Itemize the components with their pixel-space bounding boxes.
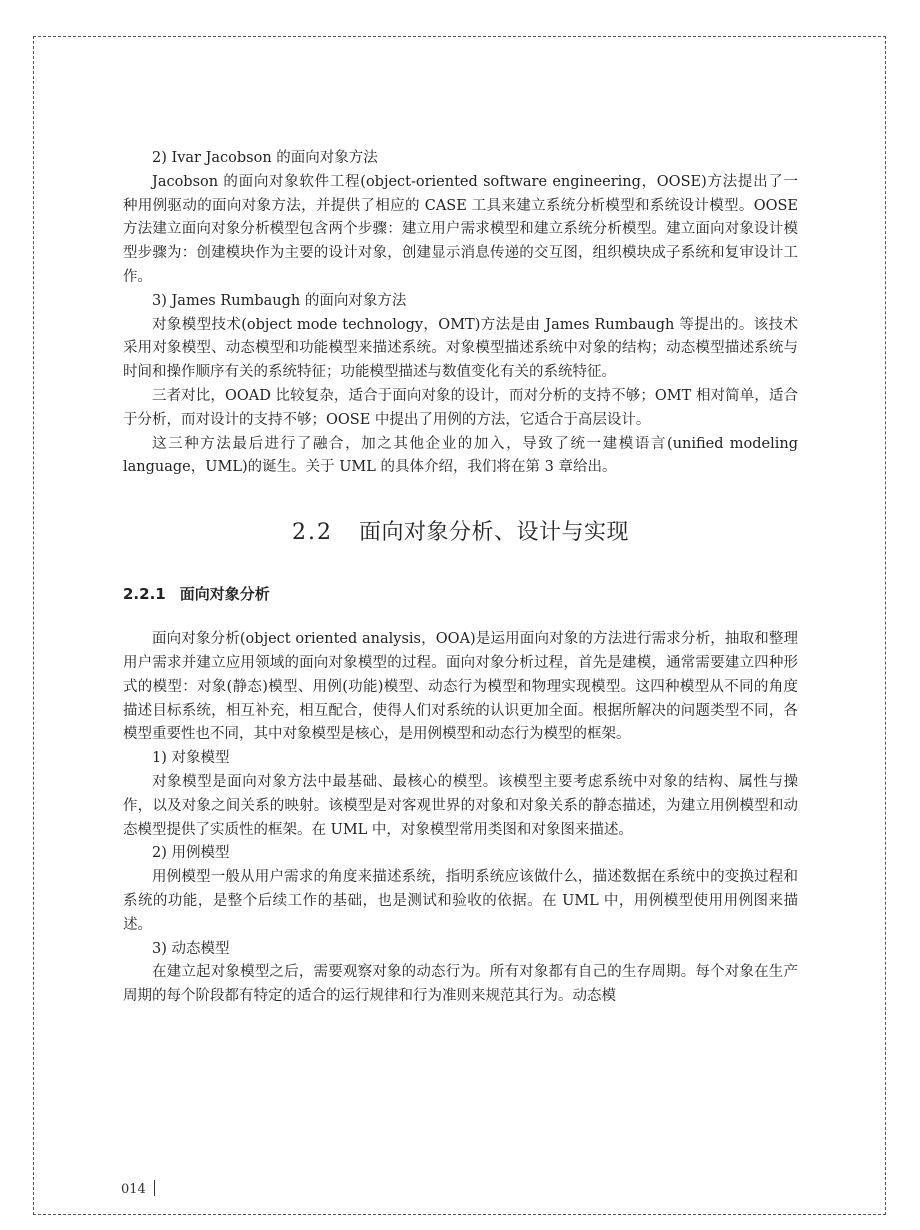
- paragraph-ooa: 面向对象分析(object oriented analysis，OOA)是运用面向对象的方法进行需求分析，抽取和整理用户需求并建立应用领域的面向对象模型的过程。面向对象分析过程，首先是建模，通常需要建立四种形式的模型：对象(静态)模型、用例(功能)模型、动态行为模型和物理实现模型。这四种模型从不同的角度描述目标系统，相互补充，相互配合，使得人们对系统的认识更加全面。根据所解决的问题类型不同，各模型重要性也不同，其中对象模型是核心，是用例模型和动态行为模型的框架。: [123, 631, 798, 743]
- list-heading-use-case-model: 2) 用例模型: [152, 845, 230, 862]
- section-number: 2.2: [291, 520, 333, 546]
- page-number: 014: [121, 1182, 146, 1197]
- page-body: [123, 147, 798, 1009]
- list-heading-dynamic-model: 3) 动态模型: [152, 940, 230, 957]
- subsection-heading: [123, 582, 798, 606]
- list-heading-jacobson: 2) Ivar Jacobson 的面向对象方法: [152, 150, 378, 166]
- subsection-number: 2.2.1: [123, 585, 166, 604]
- paragraph-dynamic-model: 在建立起对象模型之后，需要观察对象的动态行为。所有对象都有自己的生存周期。每个对象在生产周期的每个阶段都有特定的适合的运行规律和行为准则来规范其行为。动态模: [123, 964, 798, 1005]
- list-heading-rumbaugh: 3) James Rumbaugh 的面向对象方法: [152, 292, 407, 309]
- list-heading-object-model: 1) 对象模型: [152, 750, 230, 767]
- paragraph-comparison: 三者对比，OOAD 比较复杂，适合于面向对象的设计，而对分析的支持不够；OMT 相对简单，适合于分析，而对设计的支持不够；OOSE 中提出了用例的方法，它适合于高层设计。: [123, 387, 798, 428]
- paragraph-omt: 对象模型技术(object mode technology，OMT)方法是由 James Rumbaugh 等提出的。该技术采用对象模型、动态模型和功能模型来描述系统。对象模型描述系统中对象的结构；动态模型描述系统与时间和操作顺序有关的系统特征；功能模型描述与数值变化有关的系统特征。: [123, 316, 798, 381]
- section-heading: [123, 518, 798, 548]
- section-title: 面向对象分析、设计与实现: [358, 520, 629, 546]
- paragraph-object-model: 对象模型是面向对象方法中最基础、最核心的模型。该模型主要考虑系统中对象的结构、属性与操作，以及对象之间关系的映射。该模型是对客观世界的对象和对象关系的静态描述，为建立用例模型和动态模型提供了实质性的框架。在 UML 中，对象模型常用类图和对象图来描述。: [123, 773, 798, 838]
- subsection-title: 面向对象分析: [179, 585, 270, 604]
- paragraph-oose: Jacobson 的面向对象软件工程(object-oriented software engineering，OOSE)方法提出了一种用例驱动的面向对象方法，并提供了相应的 CASE 工具来建立系统分析模型和系统设计模型。OOSE 方法建立面向对象分析模型包含两个步骤：建立用户需求模型和建立系统分析模型。建立面向对象设计模型步骤为：创建模块作为主要的设计对象，创建显示消息传递的交互图，组织模块成子系统和复审设计工作。: [123, 173, 798, 285]
- page-footer: [121, 1180, 155, 1198]
- paragraph-use-case-model: 用例模型一般从用户需求的角度来描述系统，指明系统应该做什么，描述数据在系统中的变换过程和系统的功能，是整个后续工作的基础，也是测试和验收的依据。在 UML 中，用例模型使用用例图来描述。: [123, 869, 798, 933]
- footer-divider: [154, 1180, 155, 1196]
- paragraph-uml-origin: 这三种方法最后进行了融合，加之其他企业的加入，导致了统一建模语言(unified modeling language，UML)的诞生。关于 UML 的具体介绍，我们将在第 3 章给出。: [123, 435, 798, 476]
